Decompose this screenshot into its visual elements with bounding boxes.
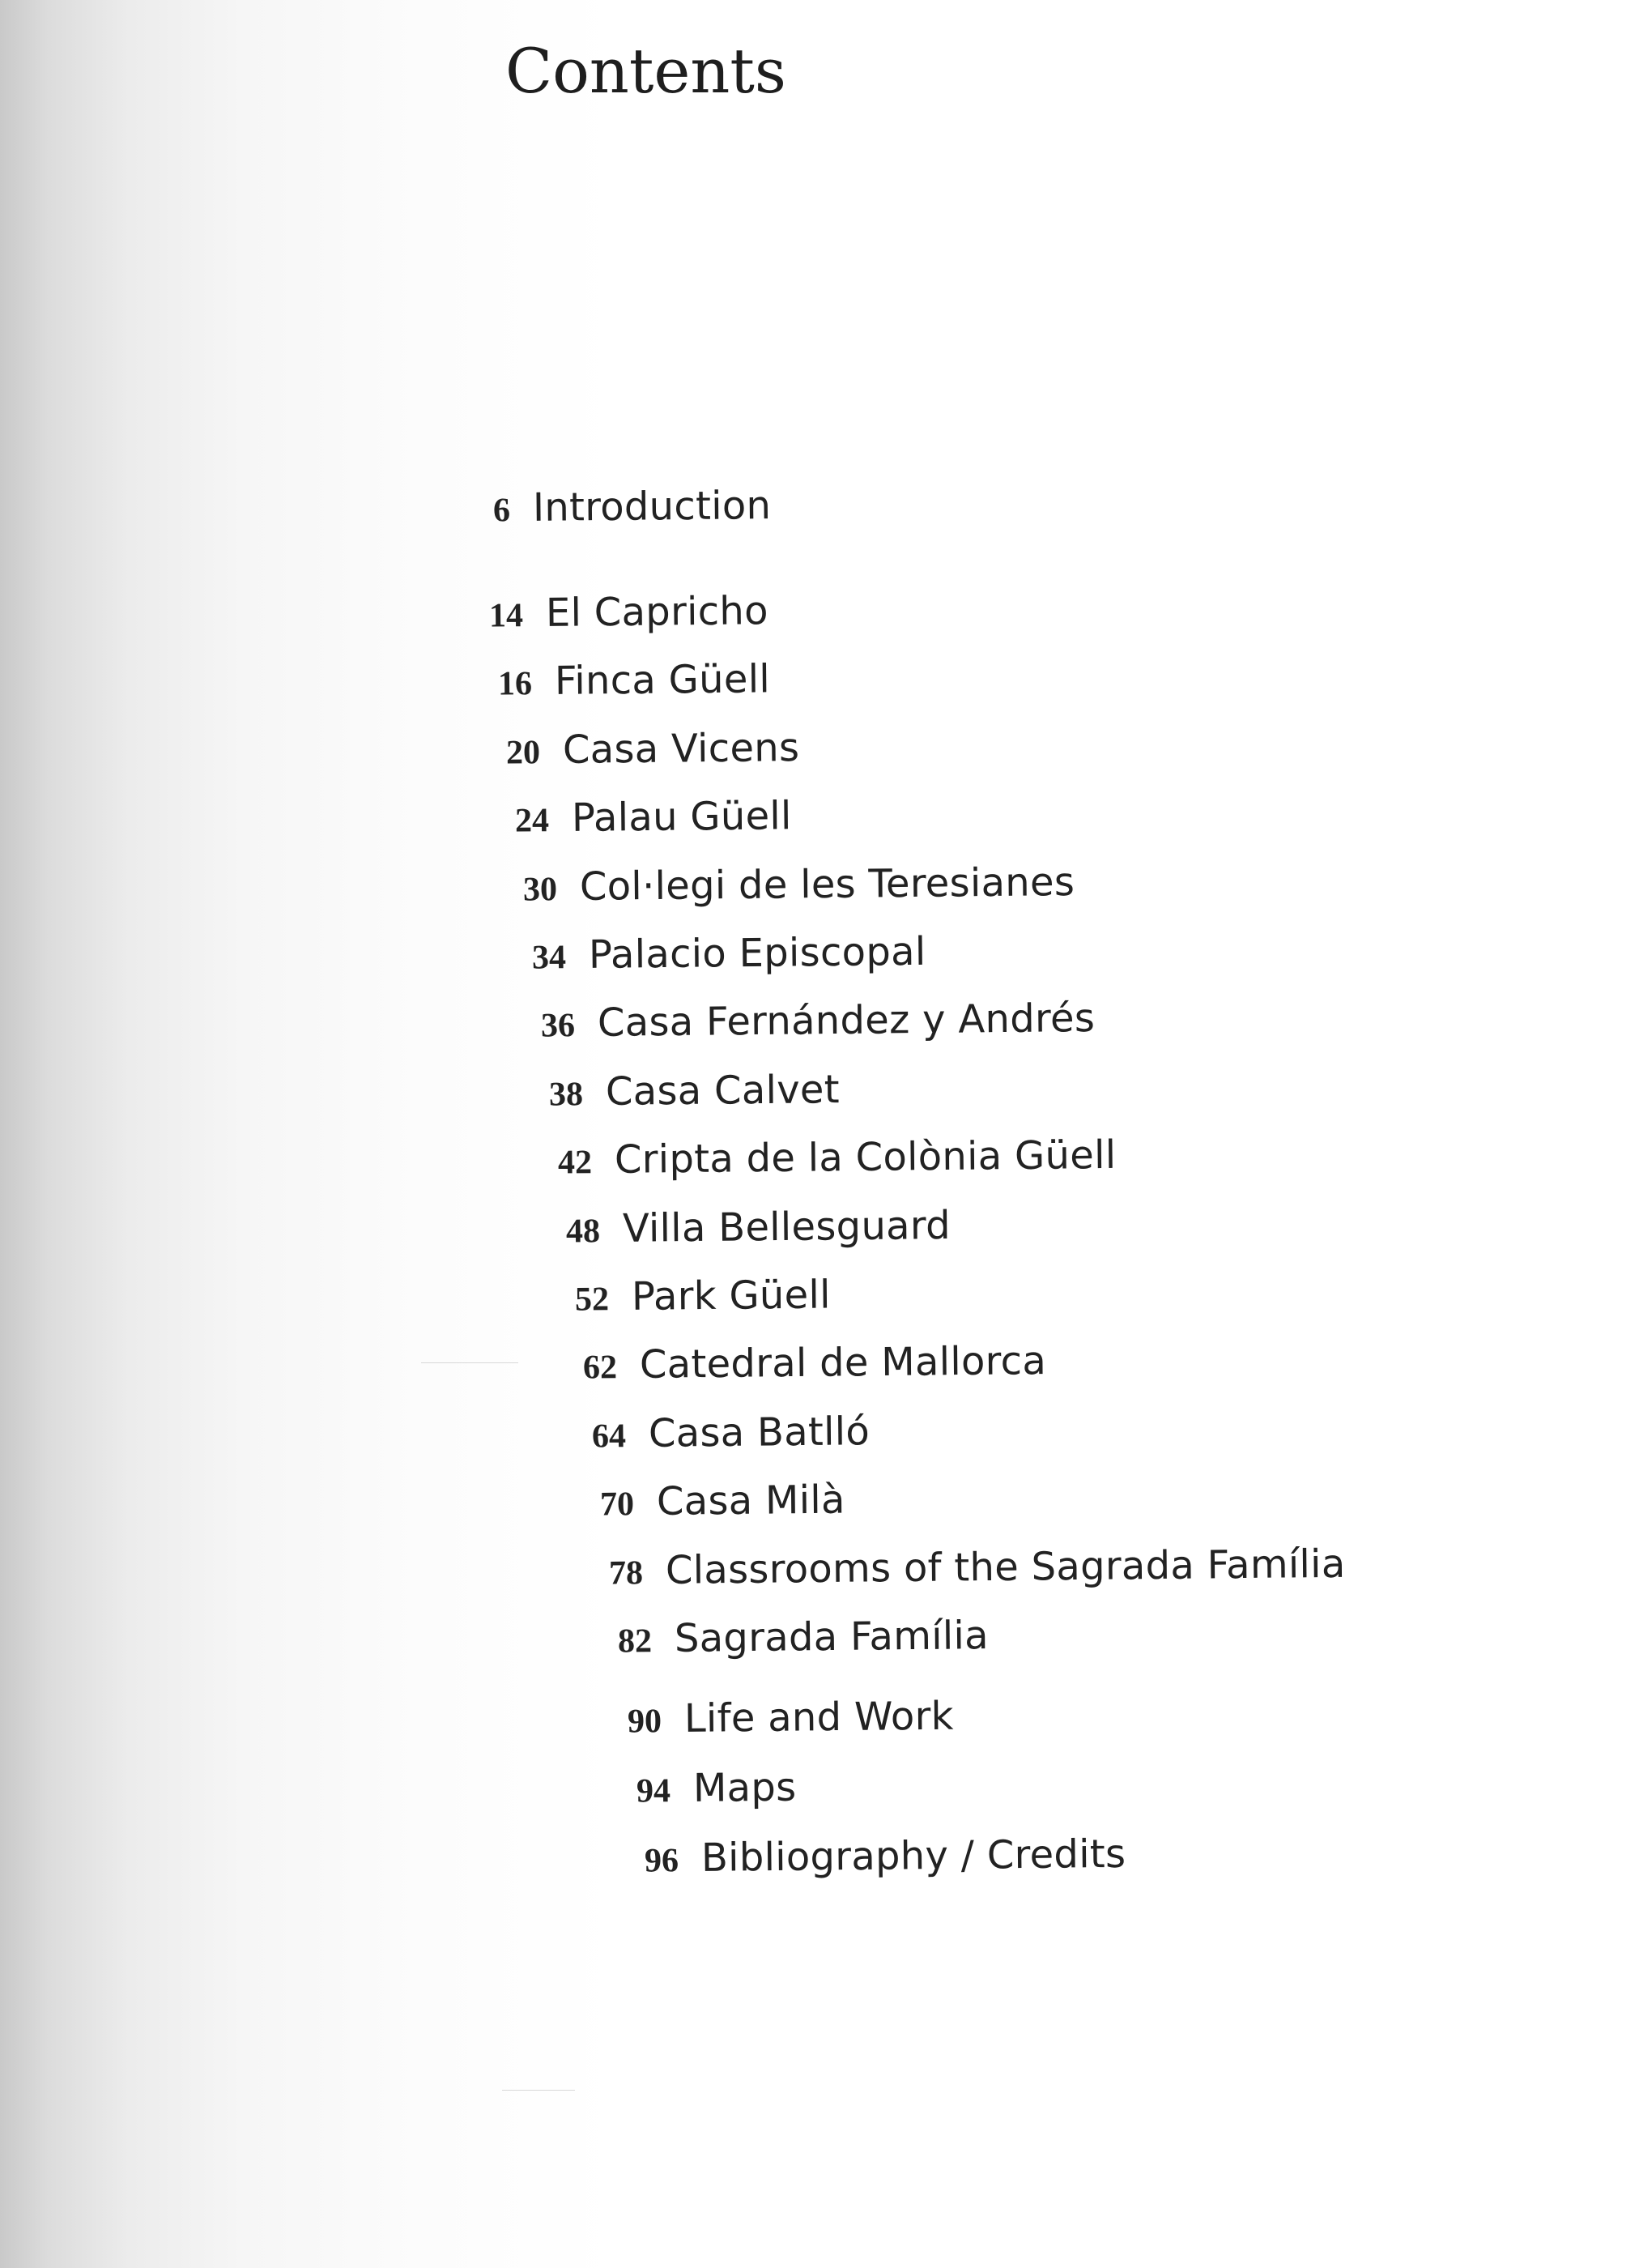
toc-entry-label: Bibliography / Credits bbox=[701, 1831, 1126, 1881]
toc-entry bbox=[493, 929, 926, 990]
toc-page-number: 6 bbox=[492, 492, 511, 530]
toc-page-number: 96 bbox=[645, 1842, 679, 1880]
toc-entry-label: Casa Milà bbox=[657, 1477, 846, 1525]
toc-page-number: 16 bbox=[497, 665, 532, 703]
toc-page-number: 64 bbox=[591, 1417, 627, 1456]
scan-artifact-line bbox=[421, 1362, 518, 1363]
toc-entry-label: Casa Calvet bbox=[605, 1066, 841, 1115]
toc-entry-label: Introduction bbox=[532, 483, 772, 531]
toc-entry bbox=[518, 1132, 1116, 1195]
toc-entry bbox=[510, 1067, 841, 1127]
page-title: Contents bbox=[505, 35, 786, 107]
toc-page-number: 36 bbox=[540, 1007, 575, 1045]
toc-entry-label: Classrooms of the Sagrada Família bbox=[665, 1541, 1346, 1593]
toc-page-number: 52 bbox=[574, 1281, 609, 1319]
toc-entry bbox=[553, 1409, 871, 1469]
toc-entry bbox=[476, 793, 792, 853]
toc-entry-label: Col·legi de les Teresianes bbox=[580, 859, 1075, 910]
toc-entry-label: El Capricho bbox=[545, 588, 769, 636]
toc-entry-label: Villa Bellesguard bbox=[622, 1202, 951, 1251]
toc-entry bbox=[467, 725, 800, 785]
toc-entry bbox=[535, 1273, 830, 1332]
toc-page-number: 42 bbox=[557, 1144, 592, 1182]
toc-entry bbox=[450, 588, 769, 648]
toc-entry bbox=[570, 1541, 1346, 1605]
toc-entry-label: Casa Vicens bbox=[563, 724, 800, 773]
toc-entry-label: Catedral de Mallorca bbox=[639, 1338, 1047, 1388]
toc-page-number: 24 bbox=[514, 802, 550, 840]
toc-page-number: 34 bbox=[531, 939, 567, 977]
toc-entry-label: Casa Batlló bbox=[648, 1409, 871, 1456]
toc-entry bbox=[589, 1694, 954, 1754]
toc-page-number: 82 bbox=[617, 1622, 652, 1660]
toc-page-number: 94 bbox=[636, 1772, 670, 1810]
toc-entry bbox=[484, 859, 1075, 922]
toc-entry bbox=[561, 1477, 845, 1537]
toc-entry bbox=[437, 483, 772, 543]
toc-page-number: 90 bbox=[627, 1703, 662, 1741]
toc-entry-label: Life and Work bbox=[683, 1693, 954, 1742]
toc-entry-label: Park Güell bbox=[631, 1272, 831, 1319]
toc-page-number: 48 bbox=[565, 1212, 601, 1251]
toc-page-number: 78 bbox=[608, 1554, 644, 1592]
toc-entry bbox=[597, 1765, 796, 1823]
toc-entry-label: Maps bbox=[692, 1764, 797, 1811]
toc-page-number: 70 bbox=[600, 1486, 635, 1524]
toc-page-number: 30 bbox=[523, 870, 558, 909]
toc-entry bbox=[578, 1613, 989, 1673]
toc-entry-label: Casa Fernández y Andrés bbox=[597, 995, 1095, 1047]
toc-entry bbox=[527, 1203, 951, 1264]
toc-page-number: 62 bbox=[583, 1349, 618, 1387]
toc-entry bbox=[606, 1831, 1126, 1893]
toc-entry-label: Sagrada Família bbox=[674, 1613, 989, 1661]
toc-page-number: 20 bbox=[506, 733, 541, 772]
toc-entry bbox=[544, 1338, 1047, 1400]
toc-entry-label: Cripta de la Colònia Güell bbox=[614, 1132, 1117, 1183]
toc-page-number: 38 bbox=[548, 1075, 584, 1114]
toc-page-number: 14 bbox=[488, 597, 524, 635]
toc-entry bbox=[458, 657, 770, 717]
toc-entry-label: Palacio Episcopal bbox=[588, 928, 926, 978]
toc-entry bbox=[501, 995, 1095, 1058]
toc-entry-label: Finca Güell bbox=[554, 656, 771, 705]
scan-artifact-line bbox=[502, 2090, 575, 2091]
toc-entry-label: Palau Güell bbox=[571, 793, 792, 842]
